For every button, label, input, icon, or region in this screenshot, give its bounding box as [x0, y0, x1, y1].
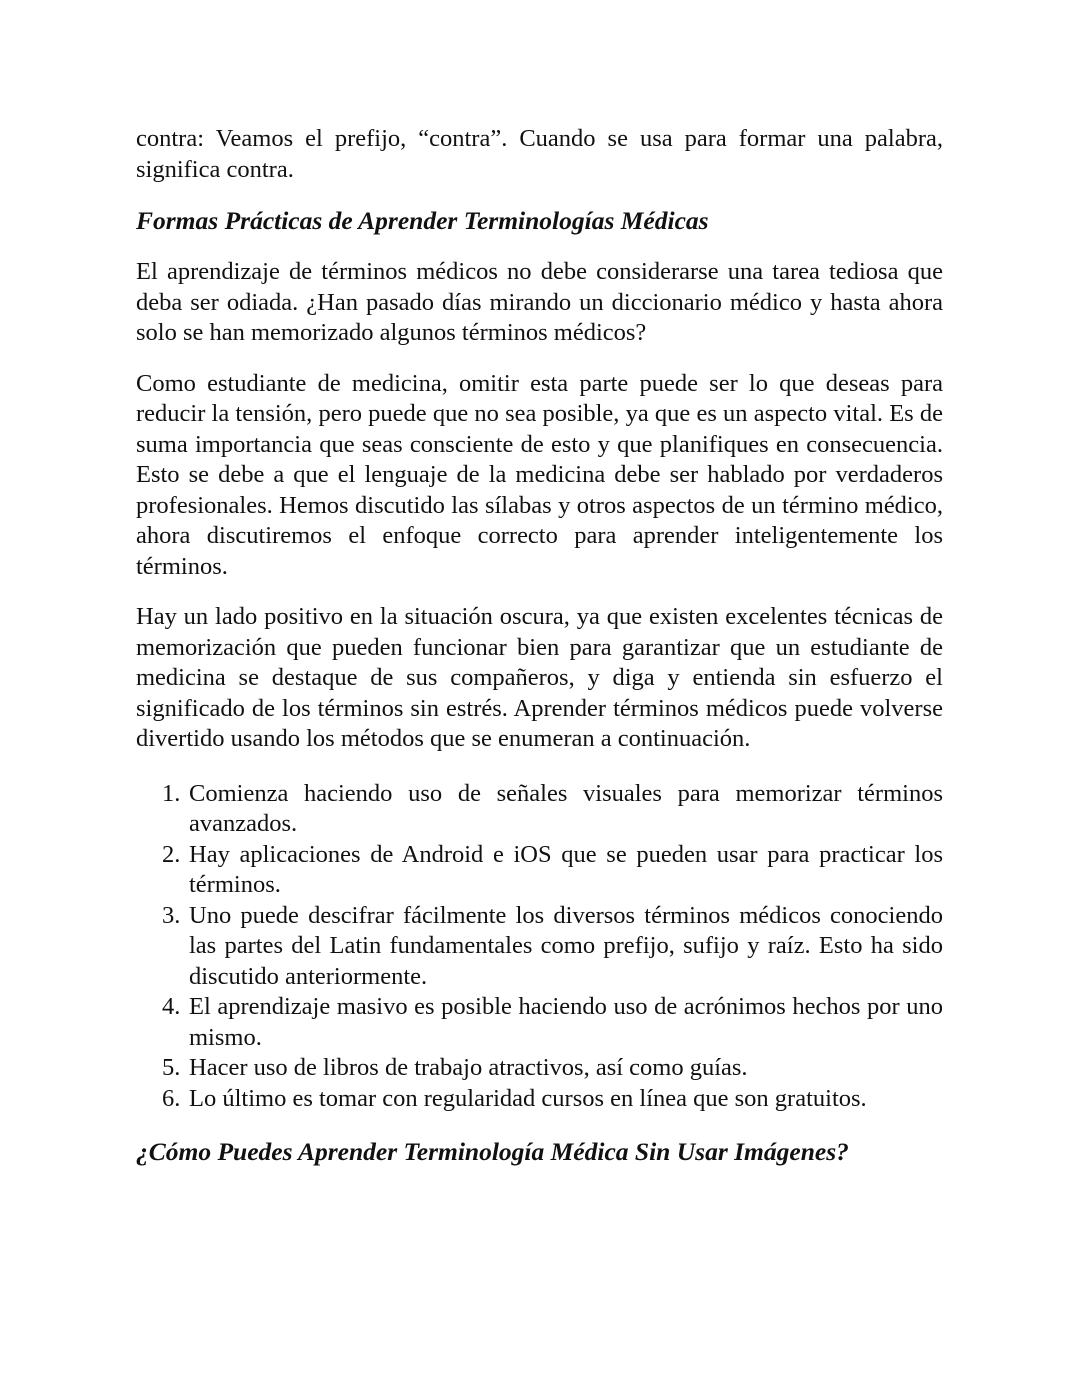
list-item: [162, 901, 943, 993]
list-item-number: 4.: [162, 993, 181, 1020]
list-item: [162, 992, 943, 1053]
section-heading-without-images: ¿Cómo Puedes Aprender Terminología Médica Sin Usar Imágenes?: [136, 1137, 849, 1166]
list-item: [162, 1053, 943, 1084]
list-item-text: Uno puede descifrar fácilmente los diversos términos médicos conociendo las partes del Latin fundamentales como prefijo, sufijo y raíz. Esto ha sido discutido anteriormente.: [189, 901, 943, 990]
list-item-text: Lo último es tomar con regularidad cursos en línea que son gratuitos.: [189, 1084, 867, 1112]
intro-paragraph: contra: Veamos el prefijo, “contra”. Cuando se usa para formar una palabra, significa contra.: [136, 125, 943, 183]
list-item: [162, 1084, 943, 1115]
list-item-number: 6.: [162, 1084, 181, 1112]
paragraph: Como estudiante de medicina, omitir esta parte puede ser lo que deseas para reducir la tensión, pero puede que no sea posible, ya que es un aspecto vital. Es de suma importancia que seas consciente de esto y que planifiques en consecuencia. Esto se debe a que el lenguaje de la medicina debe ser hablado por verdaderos profesionales. Hemos discutido las sílabas y otros aspectos de un término médico, ahora discutiremos el enfoque correcto para aprender inteligentemente los términos.: [136, 369, 943, 580]
methods-list: [136, 779, 943, 1115]
list-item-number: 3.: [162, 901, 181, 929]
document-page: [136, 124, 943, 1188]
list-item-text: El aprendizaje masivo es posible haciendo uso de acrónimos hechos por uno mismo.: [189, 993, 943, 1051]
list-item-number: 2.: [162, 840, 181, 868]
list-item-number: 1.: [162, 779, 181, 807]
list-item-number: 5.: [162, 1054, 181, 1081]
list-item: [162, 840, 943, 901]
list-item-text: Comienza haciendo uso de señales visuales para memorizar términos avanzados.: [189, 779, 943, 837]
list-item: [162, 779, 943, 840]
paragraph: Hay un lado positivo en la situación oscura, ya que existen excelentes técnicas de memorización que pueden funcionar bien para garantizar que un estudiante de medicina se destaque de sus compañeros, y diga y entienda sin esfuerzo el significado de los términos sin estrés. Aprender términos médicos puede volverse divertido usando los métodos que se enumeran a continuación.: [136, 603, 943, 752]
list-item-text: Hacer uso de libros de trabajo atractivos, así como guías.: [189, 1054, 748, 1081]
paragraph: El aprendizaje de términos médicos no debe considerarse una tarea tediosa que deba ser odiada. ¿Han pasado días mirando un diccionario médico y hasta ahora solo se han memorizado algunos términos médicos?: [136, 258, 943, 346]
list-item-text: Hay aplicaciones de Android e iOS que se pueden usar para practicar los términos.: [189, 840, 943, 898]
section-heading-practical-ways: Formas Prácticas de Aprender Terminologías Médicas: [136, 206, 709, 235]
